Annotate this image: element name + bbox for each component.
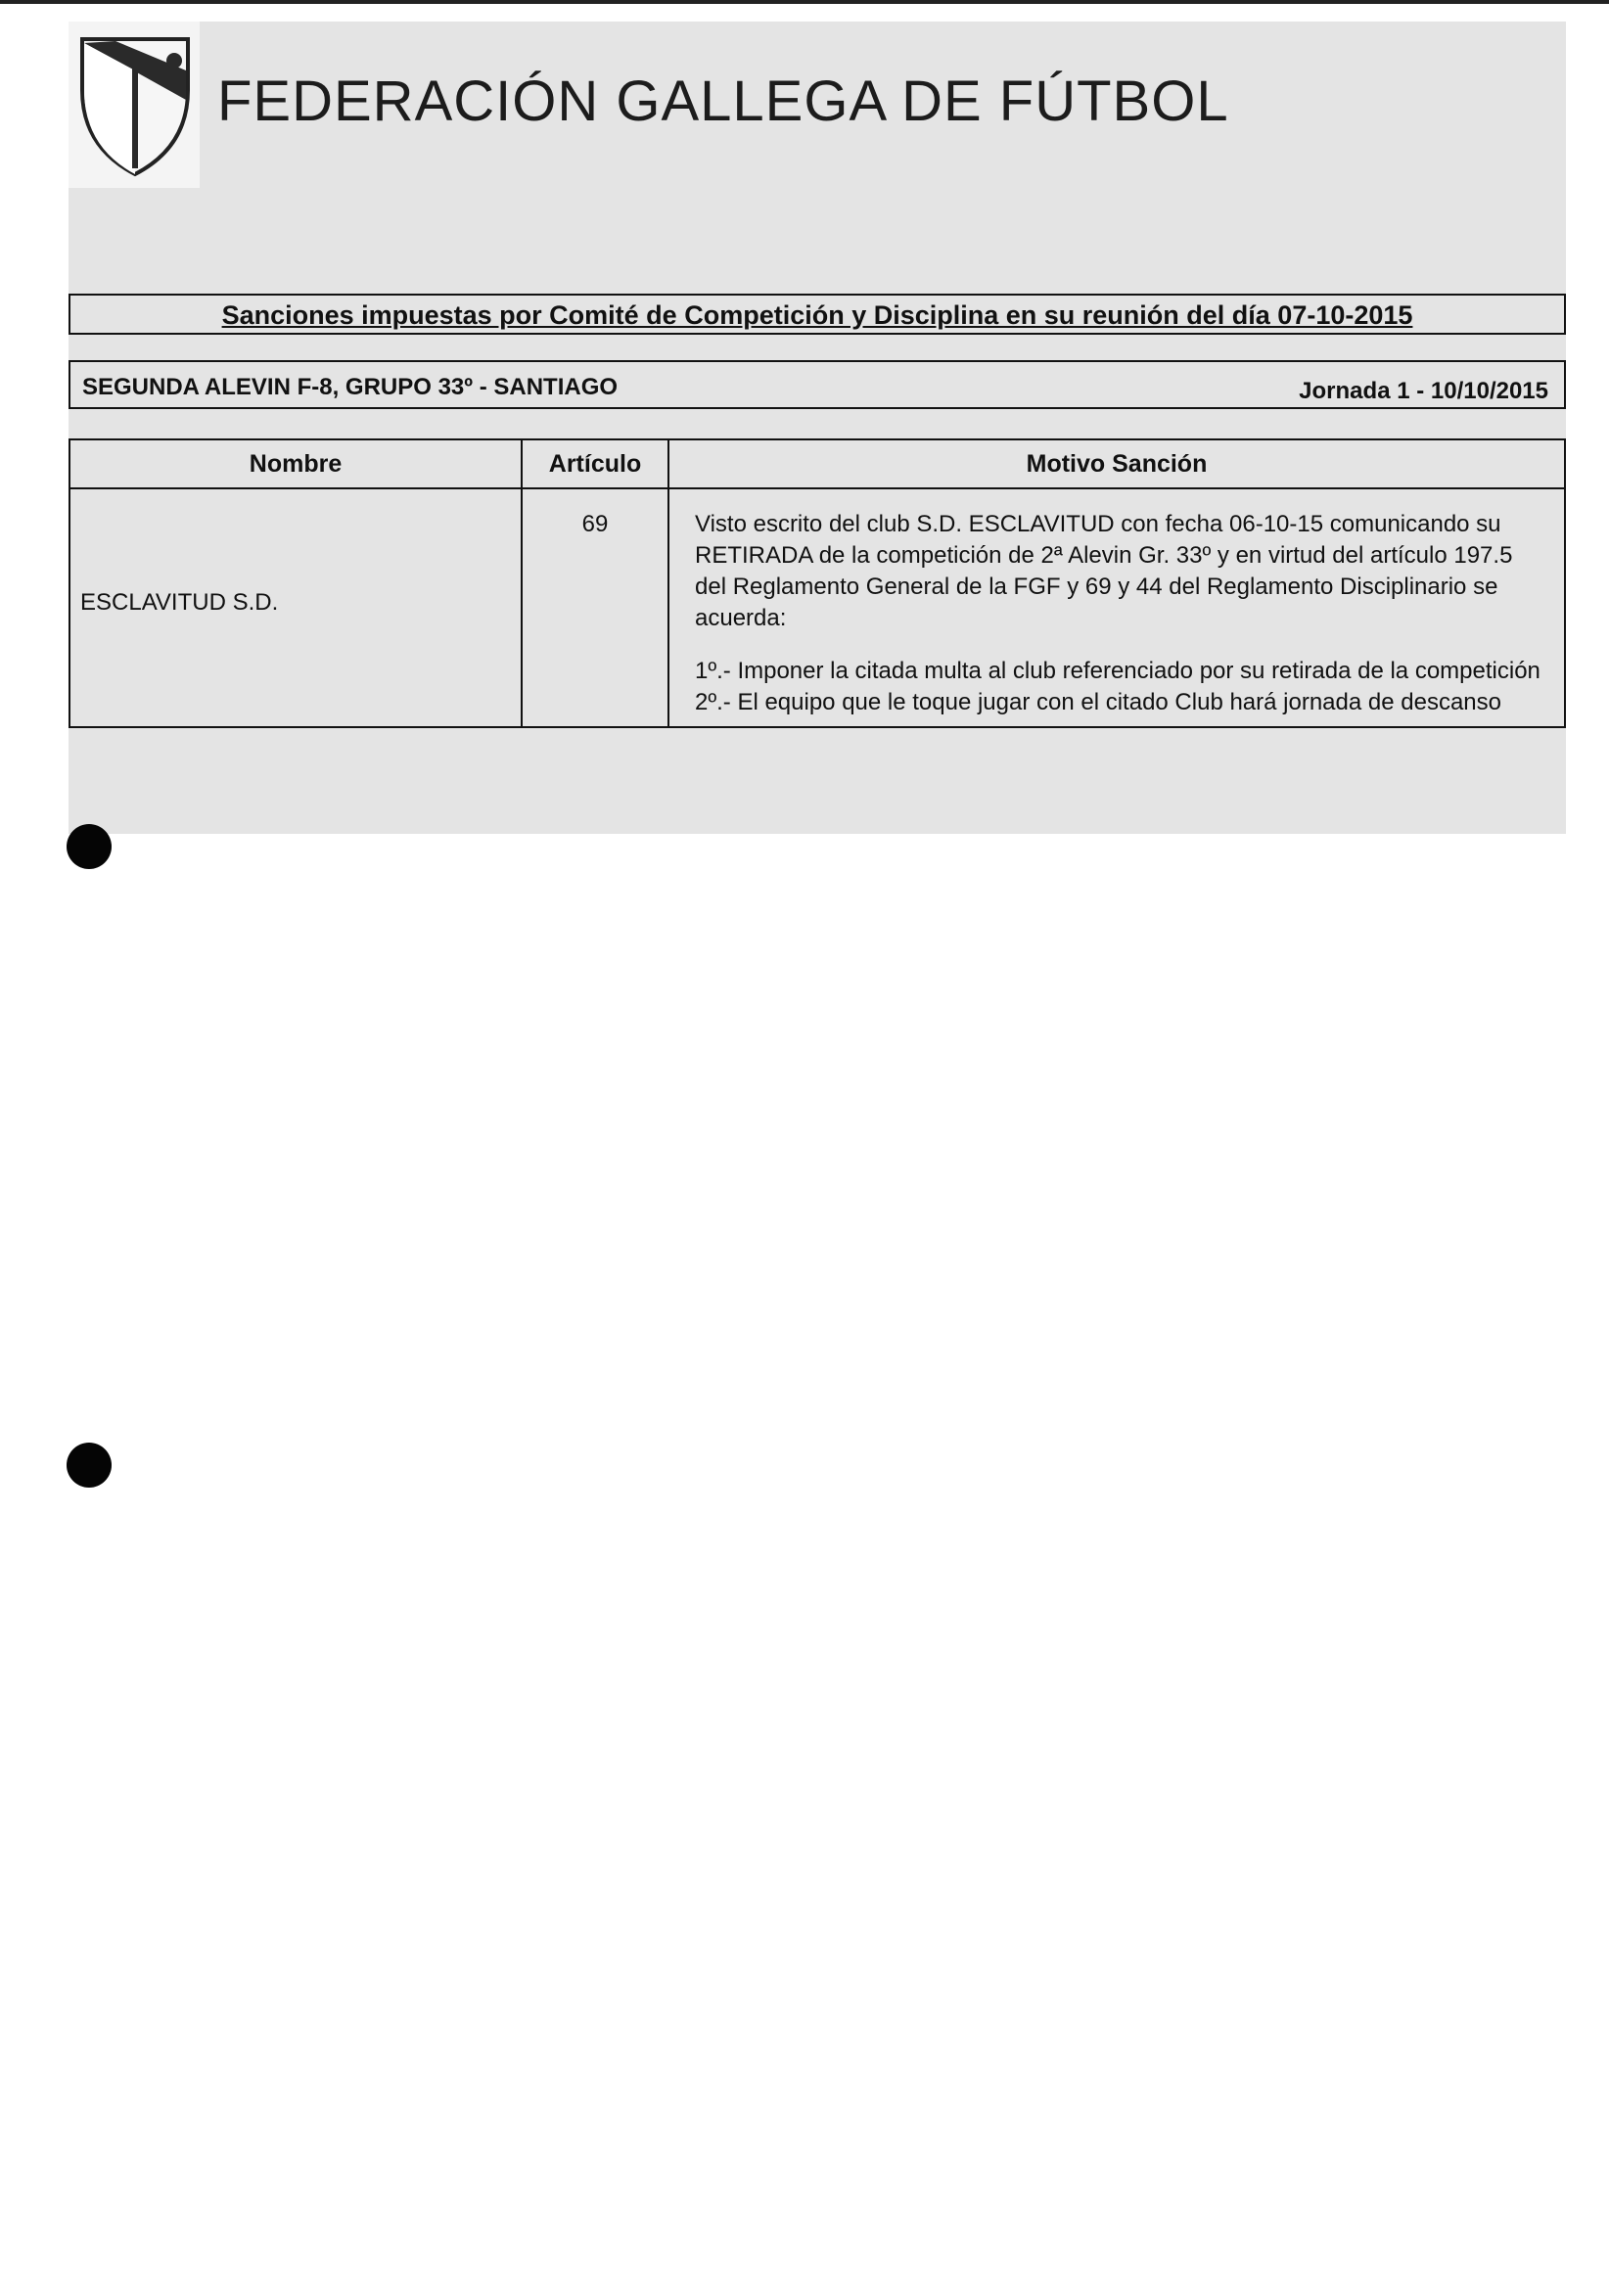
motivo-point-2: 2º.- El equipo que le toque jugar con el citado Club hará jornada de descanso: [695, 689, 1501, 715]
cell-nombre: ESCLAVITUD S.D.: [69, 488, 522, 727]
group-bar: [69, 360, 1566, 409]
group-name: SEGUNDA ALEVIN F-8, GRUPO 33º - SANTIAGO: [82, 374, 619, 400]
header-nombre: Nombre: [69, 439, 522, 488]
cell-articulo: 69: [522, 488, 668, 727]
federation-title: FEDERACIÓN GALLEGA DE FÚTBOL: [217, 69, 1229, 133]
motivo-point-1: 1º.- Imponer la citada multa al club referenciado por su retirada de la competición: [695, 658, 1540, 684]
table-row: [69, 488, 1565, 727]
motivo-paragraph: Visto escrito del club S.D. ESCLAVITUD con fecha 06-10-15 comunicando su RETIRADA de la competición de 2ª Alevin Gr. 33º y en virtud del artículo 197.5 del Reglamento General de la FGF y 69 y 44 del Reglamento Disciplinario se acuerda:: [695, 511, 1513, 631]
header-motivo: Motivo Sanción: [668, 439, 1565, 488]
header-articulo: Artículo: [522, 439, 668, 488]
jornada-date: Jornada 1 - 10/10/2015: [1299, 378, 1548, 404]
cell-motivo: [668, 488, 1565, 727]
federation-logo: [69, 22, 200, 188]
table-header-row: [69, 439, 1565, 488]
shield-logo-icon: [76, 31, 194, 178]
sanctions-title: Sanciones impuestas por Comité de Competición y Disciplina en su reunión del día 07-10-2015: [69, 294, 1566, 335]
punch-hole: [67, 1443, 112, 1488]
punch-hole: [67, 824, 112, 869]
sanctions-table: [69, 438, 1566, 728]
top-scan-edge: [0, 0, 1609, 4]
